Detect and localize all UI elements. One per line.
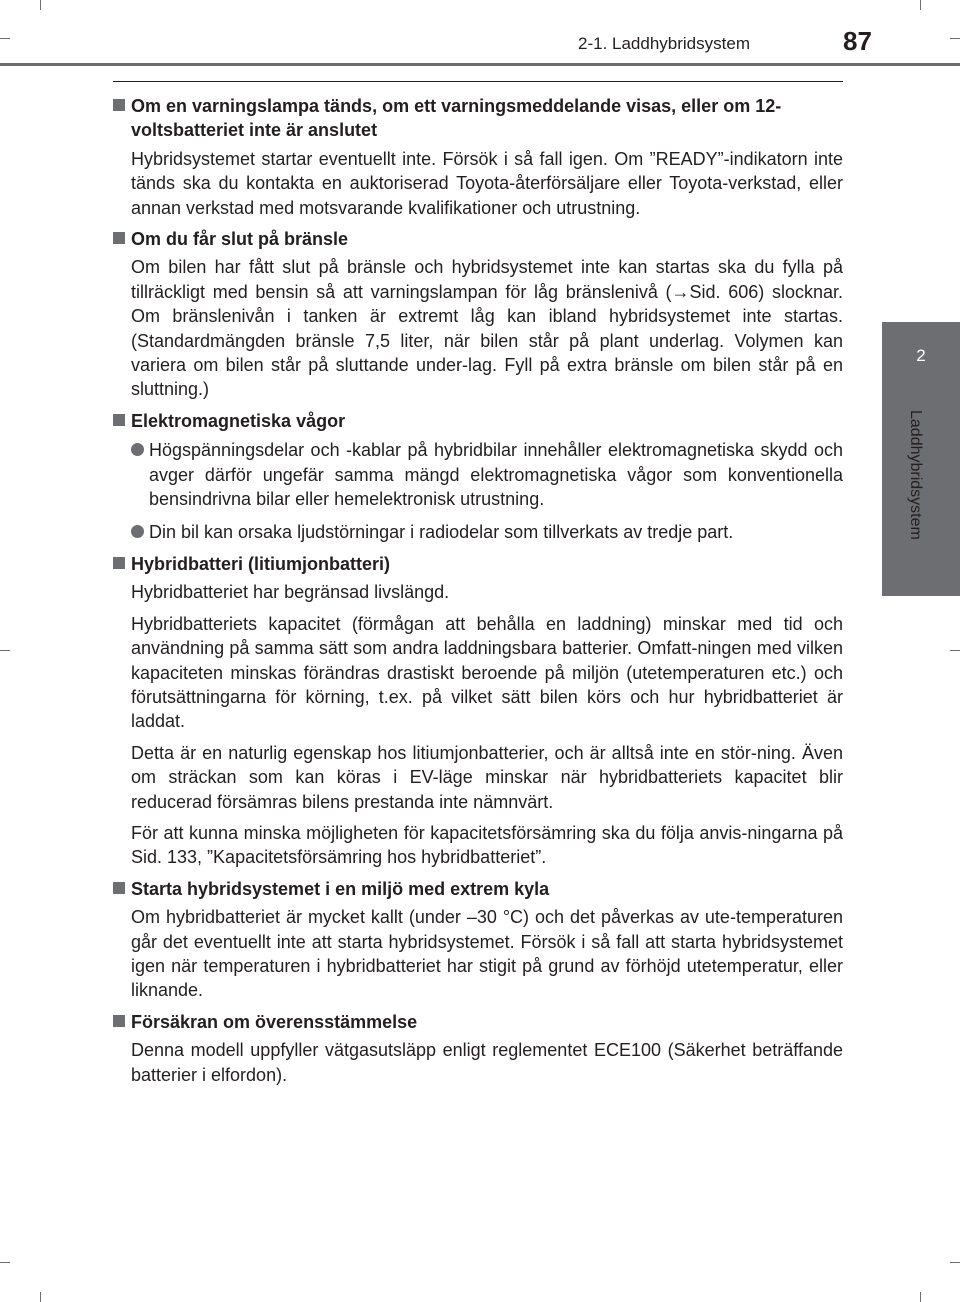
section-heading-text: Elektromagnetiska vågor [131, 410, 346, 431]
paragraph: Hybridbatteriet har begränsad livslängd. [131, 582, 450, 603]
paragraph: Detta är en naturlig egenskap hos litiumjonbatterier, och är alltså inte en stör-ning. Även om sträckan som kan köras i EV-läge minskar när hybridbatteriets kapacitet blir reducerad försämras bilens prestanda inte nämnvärt. [131, 742, 843, 812]
square-bullet-icon [113, 1015, 125, 1027]
crop-mark [0, 650, 10, 651]
list-item [131, 438, 843, 511]
square-bullet-icon [113, 557, 125, 569]
paragraph: Om bilen har fått slut på bränsle och hybridsystemet inte kan startas ska du fylla på tillräckligt med bensin så att varningslampan för låg bränslenivå (→Sid. 606) slocknar. Om bränslenivån i tanken är extremt låg kan ibland hybridsystemet inte startas. (Standardmängden bränsle 7,5 liter, när bilen står på plant underlag. Volymen kan variera om bilen står på sluttande under-lag. Fyll på extra bränsle om bilen står på en sluttning.) [131, 257, 843, 400]
paragraph: Denna modell uppfyller vätgasutsläpp enligt reglementet ECE100 (Säkerhet beträffande batterier i elfordon). [131, 1040, 843, 1085]
crop-mark [40, 0, 41, 10]
section-heading-text: Om du får slut på bränsle [131, 229, 349, 250]
content-top-rule [113, 81, 843, 82]
main-content [113, 94, 843, 1094]
crop-mark [920, 1292, 921, 1302]
chapter-tab-number: 2 [916, 346, 926, 365]
round-bullet-icon [131, 443, 144, 456]
crop-mark [950, 1262, 960, 1263]
list-item [131, 520, 843, 544]
list-item-text: Din bil kan orsaka ljudstörningar i radiodelar som tillverkats av tredje part. [149, 521, 734, 542]
section [113, 227, 843, 402]
section-heading-text: Hybridbatteri (litiumjonbatteri) [131, 553, 391, 574]
list-item-text: Högspänningsdelar och -kablar på hybridbilar innehåller elektromagnetiska skydd och avger därför ungefär samma mängd elektromagnetiska vågor som konventionella bensindrivna bilar eller hemelektronisk utrustning. [149, 440, 843, 510]
crop-mark [40, 1292, 41, 1302]
section [113, 1010, 843, 1087]
square-bullet-icon [113, 99, 125, 111]
section [113, 409, 843, 544]
paragraph: Om hybridbatteriet är mycket kallt (under –30 °C) och det påverkas av ute-temperaturen går det eventuellt inte att starta hybridsystemet. Försök i så fall att starta hybridsystemet igen när temperaturen i hybridbatteriet har stigit på grund av förhöjd utetemperatur, eller liknande. [131, 907, 843, 1001]
running-header-title: 2-1. Laddhybridsystem [578, 34, 750, 53]
crop-mark [0, 38, 10, 39]
paragraph: Hybridsystemet startar eventuellt inte. Försök i så fall igen. Om ”READY”-indikatorn inte tänds ska du kontakta en auktoriserad Toyota-återförsäljare eller Toyota-verkstad, eller annan verkstad med motsvarande kvalifikationer och utrustning. [131, 148, 843, 218]
paragraph: För att kunna minska möjligheten för kapacitetsförsämring ska du följa anvis-ningarna på Sid. 133, ”Kapacitetsförsämring hos hybridbatteriet”. [131, 822, 843, 868]
section-heading [113, 877, 843, 901]
crop-mark [0, 1262, 10, 1263]
square-bullet-icon [113, 414, 125, 426]
page-number: 87 [843, 26, 872, 56]
section-heading [113, 409, 843, 433]
square-bullet-icon [113, 882, 125, 894]
section-heading [113, 1010, 843, 1034]
crop-mark [950, 650, 960, 651]
section-heading [113, 552, 843, 576]
section [113, 552, 843, 870]
round-bullet-icon [131, 525, 144, 538]
section-heading-text: Starta hybridsystemet i en miljö med extrem kyla [131, 878, 550, 899]
square-bullet-icon [113, 232, 125, 244]
header-rule [0, 63, 960, 66]
section [113, 94, 843, 220]
section-heading [113, 94, 843, 143]
section-heading-text: Om en varningslampa tänds, om ett varningsmeddelande visas, eller om 12-voltsbatteriet inte är anslutet [131, 96, 782, 141]
section-heading [113, 227, 843, 251]
section-heading-text: Försäkran om överensstämmelse [131, 1011, 418, 1032]
chapter-tab-label: Laddhybridsystem [907, 410, 924, 540]
section [113, 877, 843, 1003]
crop-mark [920, 0, 921, 10]
crop-mark [950, 38, 960, 39]
paragraph: Hybridbatteriets kapacitet (förmågan att behålla en laddning) minskar med tid och användning på samma sätt som andra laddningsbara batterier. Omfatt-ningen med vilken kapaciteten minskas förändras drastiskt beroende på miljön (utetemperaturen etc.) och förutsättningarna för körning, t.ex. på vilket sätt bilen körs och hur hybridbatteriet är laddat. [131, 613, 843, 732]
